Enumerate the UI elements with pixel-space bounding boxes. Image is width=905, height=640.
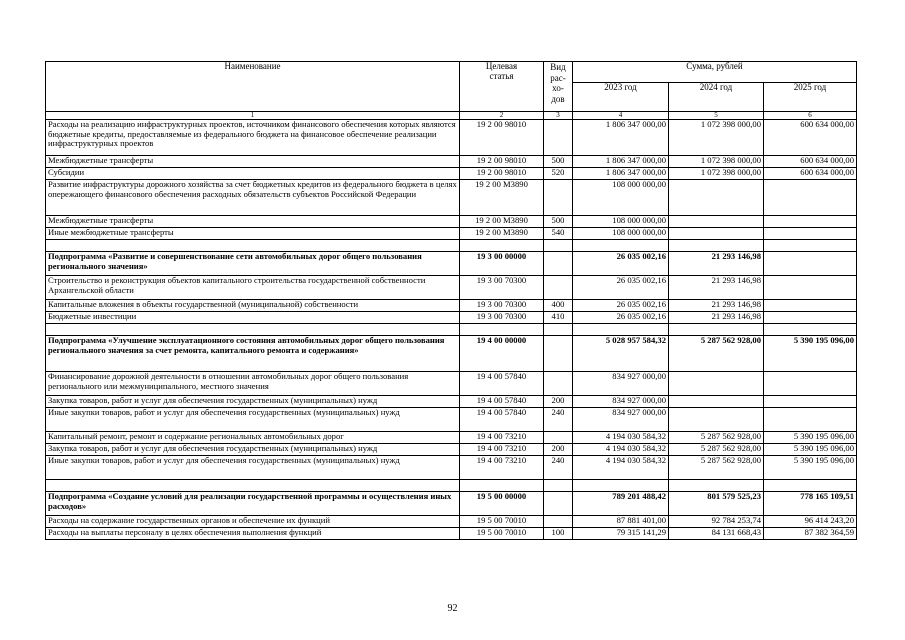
empty-cell: [764, 240, 857, 252]
row-amount-2023: 1 806 347 000,00: [573, 156, 669, 168]
row-amount-2024: 21 293 146,98: [669, 252, 764, 276]
row-target-article: 19 2 00 98010: [460, 156, 544, 168]
row-target-article: 19 4 00 73210: [460, 444, 544, 456]
table-row: [46, 516, 857, 528]
empty-cell: [764, 324, 857, 336]
empty-cell: [573, 324, 669, 336]
header-expense-type-line: Вид: [550, 62, 566, 72]
column-number: 5: [669, 112, 764, 120]
page-number: 92: [447, 603, 458, 614]
row-amount-2024: 92 784 253,74: [669, 516, 764, 528]
row-expense-type: 200: [544, 396, 573, 408]
row-amount-2024: [669, 408, 764, 432]
row-amount-2023: 79 315 141,29: [573, 528, 669, 540]
header-year-2025: 2025 год: [764, 83, 857, 112]
row-expense-type: [544, 276, 573, 300]
row-name: Закупка товаров, работ и услуг для обеспечения государственных (муниципальных) нужд: [46, 444, 460, 456]
row-amount-2023: 108 000 000,00: [573, 180, 669, 216]
row-amount-2024: 21 293 146,98: [669, 312, 764, 324]
spacer-row: [46, 324, 857, 336]
row-expense-type: [544, 432, 573, 444]
row-target-article: 19 4 00 73210: [460, 432, 544, 444]
row-amount-2025: 5 390 195 096,00: [764, 444, 857, 456]
empty-cell: [764, 480, 857, 492]
row-expense-type: 410: [544, 312, 573, 324]
row-name: Подпрограмма «Улучшение эксплуатационного состояния автомобильных дорог общего пользования регионального значения за счет ремонта, капитального ремонта и содержания»: [46, 336, 460, 372]
row-amount-2023: 1 806 347 000,00: [573, 120, 669, 156]
row-amount-2025: 5 390 195 096,00: [764, 456, 857, 480]
row-target-article: 19 2 00 98010: [460, 120, 544, 156]
row-target-article: 19 2 00 М3890: [460, 180, 544, 216]
table-row: [46, 156, 857, 168]
empty-cell: [46, 324, 460, 336]
row-name: Финансирование дорожной деятельности в отношении автомобильных дорог общего пользования регионального или межмуниципального, местного значения: [46, 372, 460, 396]
row-target-article: 19 5 00 70010: [460, 528, 544, 540]
row-amount-2025: [764, 312, 857, 324]
table-row: [46, 432, 857, 444]
table-row: [46, 444, 857, 456]
row-amount-2024: [669, 216, 764, 228]
table-row: [46, 396, 857, 408]
table-row: [46, 300, 857, 312]
row-name: Расходы на содержание государственных органов и обеспечение их функций: [46, 516, 460, 528]
row-name: Капитальный ремонт, ремонт и содержание региональных автомобильных дорог: [46, 432, 460, 444]
row-amount-2023: 834 927 000,00: [573, 408, 669, 432]
row-target-article: 19 3 00 70300: [460, 300, 544, 312]
header-expense-type-line: хо-: [552, 83, 564, 93]
header-expense-type-line: рас-: [550, 72, 566, 83]
row-amount-2025: 5 390 195 096,00: [764, 336, 857, 372]
row-amount-2025: 778 165 109,51: [764, 492, 857, 516]
row-amount-2024: 5 287 562 928,00: [669, 456, 764, 480]
header-expense-type-line: дов: [551, 93, 565, 104]
row-amount-2025: [764, 300, 857, 312]
empty-cell: [460, 324, 544, 336]
row-expense-type: 240: [544, 408, 573, 432]
row-name: Подпрограмма «Создание условий для реализации государственной программы и осуществления иных расходов»: [46, 492, 460, 516]
empty-cell: [46, 480, 460, 492]
empty-cell: [573, 240, 669, 252]
row-target-article: 19 2 00 М3890: [460, 228, 544, 240]
row-name: Иные закупки товаров, работ и услуг для обеспечения государственных (муниципальных) нужд: [46, 456, 460, 480]
spacer-row: [46, 480, 857, 492]
header-sum: Сумма, рублей: [573, 62, 857, 83]
table-row: [46, 228, 857, 240]
column-number: 2: [460, 112, 544, 120]
table-row: [46, 168, 857, 180]
header-expense-type: [544, 62, 573, 112]
row-expense-type: 400: [544, 300, 573, 312]
row-amount-2025: 600 634 000,00: [764, 168, 857, 180]
row-amount-2024: 1 072 398 000,00: [669, 168, 764, 180]
row-amount-2023: 4 194 030 584,32: [573, 456, 669, 480]
table-row: [46, 492, 857, 516]
row-amount-2023: 26 035 002,16: [573, 312, 669, 324]
column-number-row: [46, 112, 857, 120]
row-amount-2025: 87 382 364,59: [764, 528, 857, 540]
row-amount-2024: 801 579 525,23: [669, 492, 764, 516]
column-number: 6: [764, 112, 857, 120]
table-row: [46, 336, 857, 372]
row-amount-2024: 1 072 398 000,00: [669, 120, 764, 156]
empty-cell: [669, 324, 764, 336]
row-target-article: 19 5 00 70010: [460, 516, 544, 528]
row-expense-type: [544, 516, 573, 528]
row-amount-2025: [764, 372, 857, 396]
table-row: [46, 276, 857, 300]
table-row: [46, 528, 857, 540]
row-expense-type: 100: [544, 528, 573, 540]
table-row: [46, 312, 857, 324]
row-target-article: 19 2 00 М3890: [460, 216, 544, 228]
row-expense-type: [544, 252, 573, 276]
row-name: Строительство и реконструкция объектов капитального строительства государственной собственности Архангельской области: [46, 276, 460, 300]
table-row: [46, 216, 857, 228]
row-target-article: 19 3 00 00000: [460, 252, 544, 276]
row-amount-2025: [764, 408, 857, 432]
row-amount-2023: 834 927 000,00: [573, 396, 669, 408]
column-number: 1: [46, 112, 460, 120]
budget-table: [45, 61, 857, 540]
empty-cell: [544, 480, 573, 492]
row-target-article: 19 4 00 00000: [460, 336, 544, 372]
row-amount-2023: 1 806 347 000,00: [573, 168, 669, 180]
empty-cell: [544, 240, 573, 252]
header-year-2023: 2023 год: [573, 83, 669, 112]
empty-cell: [669, 480, 764, 492]
row-amount-2024: [669, 228, 764, 240]
row-amount-2023: 789 201 488,42: [573, 492, 669, 516]
row-amount-2023: 108 000 000,00: [573, 228, 669, 240]
row-amount-2025: 600 634 000,00: [764, 120, 857, 156]
row-amount-2025: 600 634 000,00: [764, 156, 857, 168]
row-amount-2025: [764, 228, 857, 240]
row-amount-2024: 21 293 146,98: [669, 300, 764, 312]
empty-cell: [46, 240, 460, 252]
row-name: Субсидии: [46, 168, 460, 180]
row-amount-2023: 87 881 401,00: [573, 516, 669, 528]
row-target-article: 19 3 00 70300: [460, 312, 544, 324]
empty-cell: [460, 240, 544, 252]
row-amount-2023: 26 035 002,16: [573, 252, 669, 276]
table-row: [46, 120, 857, 156]
row-amount-2025: [764, 252, 857, 276]
table-header: [46, 62, 857, 120]
header-year-2024: 2024 год: [669, 83, 764, 112]
spacer-row: [46, 240, 857, 252]
row-amount-2024: 1 072 398 000,00: [669, 156, 764, 168]
row-name: Иные закупки товаров, работ и услуг для обеспечения государственных (муниципальных) нужд: [46, 408, 460, 432]
table-row: [46, 456, 857, 480]
empty-cell: [669, 240, 764, 252]
row-target-article: 19 4 00 57840: [460, 372, 544, 396]
row-name: Закупка товаров, работ и услуг для обеспечения государственных (муниципальных) нужд: [46, 396, 460, 408]
row-amount-2023: 4 194 030 584,32: [573, 432, 669, 444]
row-expense-type: [544, 120, 573, 156]
row-amount-2024: 5 287 562 928,00: [669, 336, 764, 372]
row-expense-type: 500: [544, 156, 573, 168]
row-target-article: 19 4 00 57840: [460, 408, 544, 432]
row-amount-2024: 5 287 562 928,00: [669, 432, 764, 444]
row-name: Межбюджетные трансферты: [46, 156, 460, 168]
row-amount-2025: 96 414 243,20: [764, 516, 857, 528]
table-row: [46, 180, 857, 216]
row-target-article: 19 3 00 70300: [460, 276, 544, 300]
empty-cell: [460, 480, 544, 492]
row-expense-type: 500: [544, 216, 573, 228]
row-amount-2024: [669, 180, 764, 216]
row-amount-2024: 21 293 146,98: [669, 276, 764, 300]
row-expense-type: 520: [544, 168, 573, 180]
header-name: Наименование: [46, 62, 460, 112]
row-expense-type: [544, 492, 573, 516]
row-expense-type: 200: [544, 444, 573, 456]
row-name: Расходы на реализацию инфраструктурных проектов, источником финансового обеспечения которых являются бюджетные кредиты, предоставляемые из федерального бюджета на финансовое обеспечение реализации инфраструктурных проектов: [46, 120, 460, 156]
empty-cell: [573, 480, 669, 492]
column-number: 3: [544, 112, 573, 120]
row-name: Развитие инфраструктуры дорожного хозяйства за счет бюджетных кредитов из федерального бюджета в целях опережающего финансового обеспечения расходных обязательств субъектов Российской Федерации: [46, 180, 460, 216]
row-amount-2024: 5 287 562 928,00: [669, 444, 764, 456]
row-amount-2024: 84 131 668,43: [669, 528, 764, 540]
row-target-article: 19 2 00 98010: [460, 168, 544, 180]
row-expense-type: 240: [544, 456, 573, 480]
row-amount-2024: [669, 372, 764, 396]
table-row: [46, 252, 857, 276]
header-target-article: [460, 62, 544, 112]
header-target-article-text: Целевая статья: [485, 61, 518, 81]
row-expense-type: 540: [544, 228, 573, 240]
row-amount-2025: [764, 276, 857, 300]
row-name: Бюджетные инвестиции: [46, 312, 460, 324]
row-target-article: 19 5 00 00000: [460, 492, 544, 516]
row-target-article: 19 4 00 57840: [460, 396, 544, 408]
table-row: [46, 408, 857, 432]
row-amount-2025: [764, 180, 857, 216]
row-amount-2023: 5 028 957 584,32: [573, 336, 669, 372]
row-amount-2024: [669, 396, 764, 408]
row-amount-2023: 26 035 002,16: [573, 300, 669, 312]
row-amount-2025: [764, 396, 857, 408]
row-expense-type: [544, 180, 573, 216]
row-expense-type: [544, 336, 573, 372]
row-name: Подпрограмма «Развитие и совершенствование сети автомобильных дорог общего пользования регионального значения»: [46, 252, 460, 276]
row-expense-type: [544, 372, 573, 396]
table-body: [46, 120, 857, 540]
row-amount-2023: 108 000 000,00: [573, 216, 669, 228]
row-name: Расходы на выплаты персоналу в целях обеспечения выполнения функций: [46, 528, 460, 540]
table-row: [46, 372, 857, 396]
row-amount-2023: 4 194 030 584,32: [573, 444, 669, 456]
row-amount-2025: [764, 216, 857, 228]
empty-cell: [544, 324, 573, 336]
row-name: Иные межбюджетные трансферты: [46, 228, 460, 240]
row-amount-2025: 5 390 195 096,00: [764, 432, 857, 444]
row-amount-2023: 26 035 002,16: [573, 276, 669, 300]
row-target-article: 19 4 00 73210: [460, 456, 544, 480]
row-amount-2023: 834 927 000,00: [573, 372, 669, 396]
column-number: 4: [573, 112, 669, 120]
row-name: Межбюджетные трансферты: [46, 216, 460, 228]
row-name: Капитальные вложения в объекты государственной (муниципальной) собственности: [46, 300, 460, 312]
